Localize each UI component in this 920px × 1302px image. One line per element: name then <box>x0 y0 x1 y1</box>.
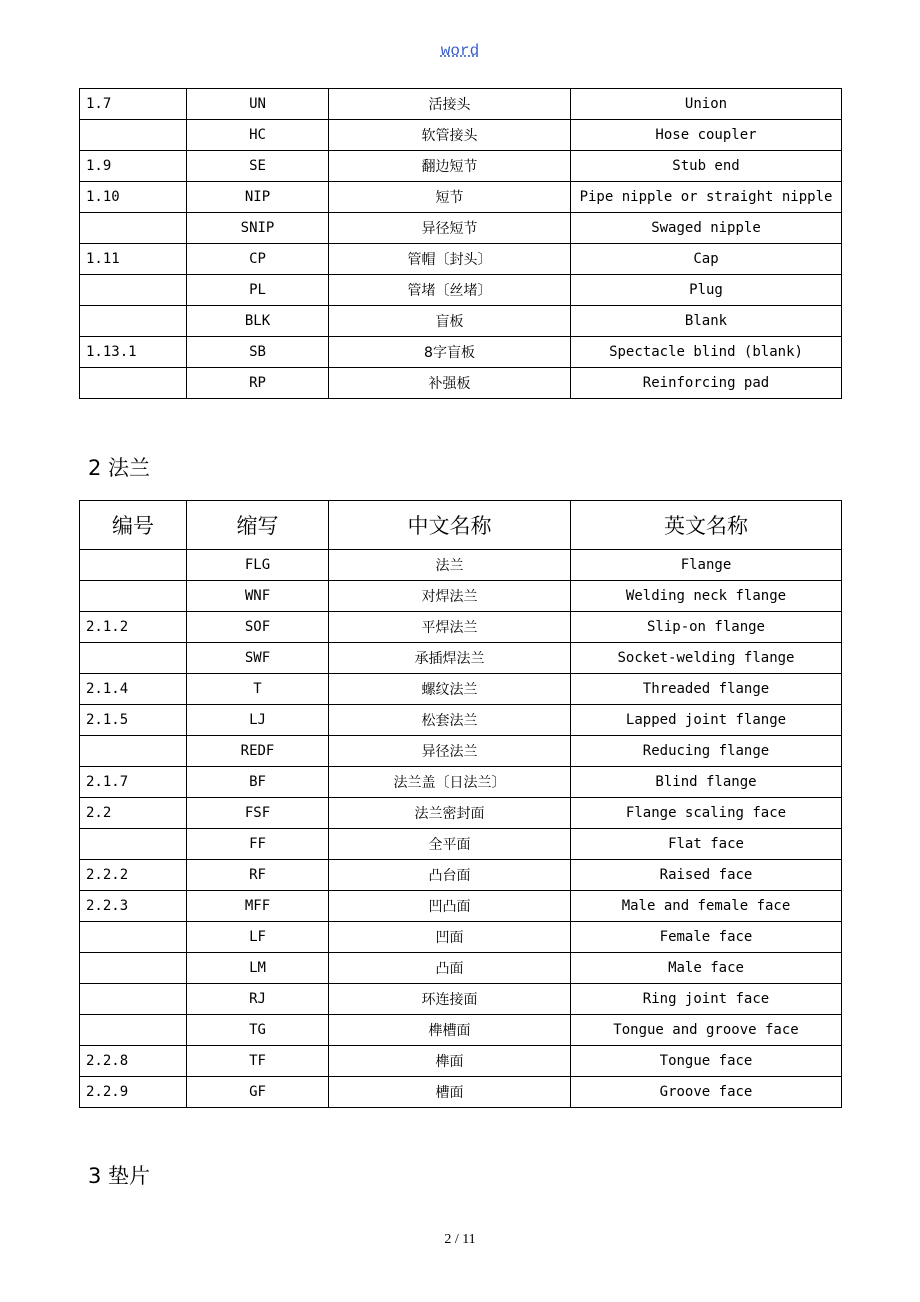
table-row <box>80 550 842 581</box>
cell-abbreviation: FSF <box>187 798 329 829</box>
section-2-heading: 2 法兰 <box>88 456 151 480</box>
table-row <box>80 612 842 643</box>
table-row <box>80 643 842 674</box>
cell-number: 1.7 <box>80 89 187 120</box>
cell-number <box>80 306 187 337</box>
cell-number <box>80 984 187 1015</box>
table-row <box>80 705 842 736</box>
table-row <box>80 860 842 891</box>
cell-abbreviation: SE <box>187 151 329 182</box>
cell-english-name: Hose coupler <box>571 120 842 151</box>
header-chinese-name: 中文名称 <box>329 501 571 550</box>
cell-chinese-name: 凸台面 <box>329 860 571 891</box>
cell-english-name: Socket-welding flange <box>571 643 842 674</box>
cell-english-name: Female face <box>571 922 842 953</box>
cell-chinese-name: 承插焊法兰 <box>329 643 571 674</box>
cell-abbreviation: MFF <box>187 891 329 922</box>
cell-number <box>80 368 187 399</box>
cell-chinese-name: 8字盲板 <box>329 337 571 368</box>
header-word-link[interactable]: word <box>440 42 480 60</box>
table-row <box>80 182 842 213</box>
table-row <box>80 306 842 337</box>
cell-english-name: Slip-on flange <box>571 612 842 643</box>
cell-english-name: Ring joint face <box>571 984 842 1015</box>
cell-abbreviation: REDF <box>187 736 329 767</box>
cell-number: 2.2 <box>80 798 187 829</box>
header-number: 编号 <box>80 501 187 550</box>
cell-english-name: Tongue and groove face <box>571 1015 842 1046</box>
cell-number: 2.2.8 <box>80 1046 187 1077</box>
flange-table-body <box>80 550 842 1108</box>
cell-chinese-name: 管堵〔丝堵〕 <box>329 275 571 306</box>
cell-number: 1.11 <box>80 244 187 275</box>
cell-english-name: Reducing flange <box>571 736 842 767</box>
cell-abbreviation: GF <box>187 1077 329 1108</box>
cell-number <box>80 643 187 674</box>
cell-abbreviation: UN <box>187 89 329 120</box>
table-row <box>80 922 842 953</box>
cell-abbreviation: RF <box>187 860 329 891</box>
cell-english-name: Threaded flange <box>571 674 842 705</box>
cell-english-name: Lapped joint flange <box>571 705 842 736</box>
cell-number <box>80 275 187 306</box>
cell-number <box>80 120 187 151</box>
cell-abbreviation: CP <box>187 244 329 275</box>
cell-abbreviation: SB <box>187 337 329 368</box>
table-row <box>80 736 842 767</box>
table-row <box>80 89 842 120</box>
cell-chinese-name: 榫槽面 <box>329 1015 571 1046</box>
cell-chinese-name: 螺纹法兰 <box>329 674 571 705</box>
cell-english-name: Union <box>571 89 842 120</box>
cell-number <box>80 550 187 581</box>
cell-english-name: Blank <box>571 306 842 337</box>
cell-abbreviation: PL <box>187 275 329 306</box>
cell-abbreviation: LM <box>187 953 329 984</box>
cell-english-name: Flange <box>571 550 842 581</box>
cell-abbreviation: LJ <box>187 705 329 736</box>
cell-number: 2.1.5 <box>80 705 187 736</box>
cell-chinese-name: 环连接面 <box>329 984 571 1015</box>
cell-abbreviation: BF <box>187 767 329 798</box>
cell-abbreviation: TG <box>187 1015 329 1046</box>
cell-english-name: Pipe nipple or straight nipple <box>571 182 842 213</box>
cell-chinese-name: 榫面 <box>329 1046 571 1077</box>
flange-table <box>79 500 842 1108</box>
cell-number <box>80 736 187 767</box>
cell-chinese-name: 异径法兰 <box>329 736 571 767</box>
table-row <box>80 120 842 151</box>
cell-abbreviation: FLG <box>187 550 329 581</box>
cell-english-name: Groove face <box>571 1077 842 1108</box>
cell-chinese-name: 法兰 <box>329 550 571 581</box>
table-row <box>80 891 842 922</box>
cell-abbreviation: RP <box>187 368 329 399</box>
page-number: 2 / 11 <box>444 1232 476 1247</box>
cell-number: 2.2.2 <box>80 860 187 891</box>
cell-chinese-name: 软管接头 <box>329 120 571 151</box>
cell-english-name: Flat face <box>571 829 842 860</box>
cell-chinese-name: 松套法兰 <box>329 705 571 736</box>
table-row <box>80 368 842 399</box>
cell-english-name: Raised face <box>571 860 842 891</box>
cell-english-name: Welding neck flange <box>571 581 842 612</box>
cell-number <box>80 1015 187 1046</box>
cell-number: 2.2.3 <box>80 891 187 922</box>
table-row <box>80 151 842 182</box>
cell-english-name: Male and female face <box>571 891 842 922</box>
cell-number: 1.13.1 <box>80 337 187 368</box>
table-row <box>80 767 842 798</box>
cell-abbreviation: SNIP <box>187 213 329 244</box>
cell-number <box>80 953 187 984</box>
cell-english-name: Plug <box>571 275 842 306</box>
section-3-heading: 3 垫片 <box>88 1164 151 1188</box>
cell-abbreviation: NIP <box>187 182 329 213</box>
cell-number: 2.1.4 <box>80 674 187 705</box>
cell-english-name: Cap <box>571 244 842 275</box>
table-row <box>80 581 842 612</box>
cell-chinese-name: 槽面 <box>329 1077 571 1108</box>
header-english-name: 英文名称 <box>571 501 842 550</box>
cell-number: 2.2.9 <box>80 1077 187 1108</box>
cell-abbreviation: SWF <box>187 643 329 674</box>
cell-english-name: Swaged nipple <box>571 213 842 244</box>
table-row <box>80 1015 842 1046</box>
cell-chinese-name: 对焊法兰 <box>329 581 571 612</box>
table-row <box>80 337 842 368</box>
table-row <box>80 984 842 1015</box>
cell-abbreviation: T <box>187 674 329 705</box>
cell-chinese-name: 活接头 <box>329 89 571 120</box>
table-row <box>80 275 842 306</box>
cell-chinese-name: 管帽〔封头〕 <box>329 244 571 275</box>
cell-english-name: Tongue face <box>571 1046 842 1077</box>
table-row <box>80 798 842 829</box>
cell-abbreviation: FF <box>187 829 329 860</box>
cell-chinese-name: 短节 <box>329 182 571 213</box>
cell-number: 2.1.2 <box>80 612 187 643</box>
cell-number: 1.10 <box>80 182 187 213</box>
cell-chinese-name: 翻边短节 <box>329 151 571 182</box>
cell-english-name: Blind flange <box>571 767 842 798</box>
cell-english-name: Spectacle blind (blank) <box>571 337 842 368</box>
table-row <box>80 1077 842 1108</box>
cell-number <box>80 829 187 860</box>
table-row <box>80 953 842 984</box>
cell-abbreviation: BLK <box>187 306 329 337</box>
cell-chinese-name: 法兰盖〔日法兰〕 <box>329 767 571 798</box>
header-abbreviation: 缩写 <box>187 501 329 550</box>
cell-number <box>80 213 187 244</box>
table-row <box>80 674 842 705</box>
fittings-table <box>79 88 842 399</box>
cell-english-name: Flange scaling face <box>571 798 842 829</box>
cell-abbreviation: HC <box>187 120 329 151</box>
cell-abbreviation: SOF <box>187 612 329 643</box>
cell-english-name: Reinforcing pad <box>571 368 842 399</box>
cell-chinese-name: 补强板 <box>329 368 571 399</box>
cell-abbreviation: TF <box>187 1046 329 1077</box>
cell-chinese-name: 平焊法兰 <box>329 612 571 643</box>
cell-english-name: Stub end <box>571 151 842 182</box>
cell-chinese-name: 全平面 <box>329 829 571 860</box>
cell-chinese-name: 盲板 <box>329 306 571 337</box>
cell-number: 2.1.7 <box>80 767 187 798</box>
cell-abbreviation: WNF <box>187 581 329 612</box>
cell-number <box>80 922 187 953</box>
table-row <box>80 1046 842 1077</box>
flange-table-header <box>80 501 842 550</box>
cell-abbreviation: LF <box>187 922 329 953</box>
cell-chinese-name: 异径短节 <box>329 213 571 244</box>
cell-chinese-name: 凹凸面 <box>329 891 571 922</box>
cell-chinese-name: 凸面 <box>329 953 571 984</box>
table-row <box>80 213 842 244</box>
table-row <box>80 244 842 275</box>
table-row <box>80 829 842 860</box>
cell-chinese-name: 凹面 <box>329 922 571 953</box>
cell-chinese-name: 法兰密封面 <box>329 798 571 829</box>
cell-number <box>80 581 187 612</box>
cell-english-name: Male face <box>571 953 842 984</box>
fittings-table-body <box>80 89 842 399</box>
cell-abbreviation: RJ <box>187 984 329 1015</box>
cell-number: 1.9 <box>80 151 187 182</box>
